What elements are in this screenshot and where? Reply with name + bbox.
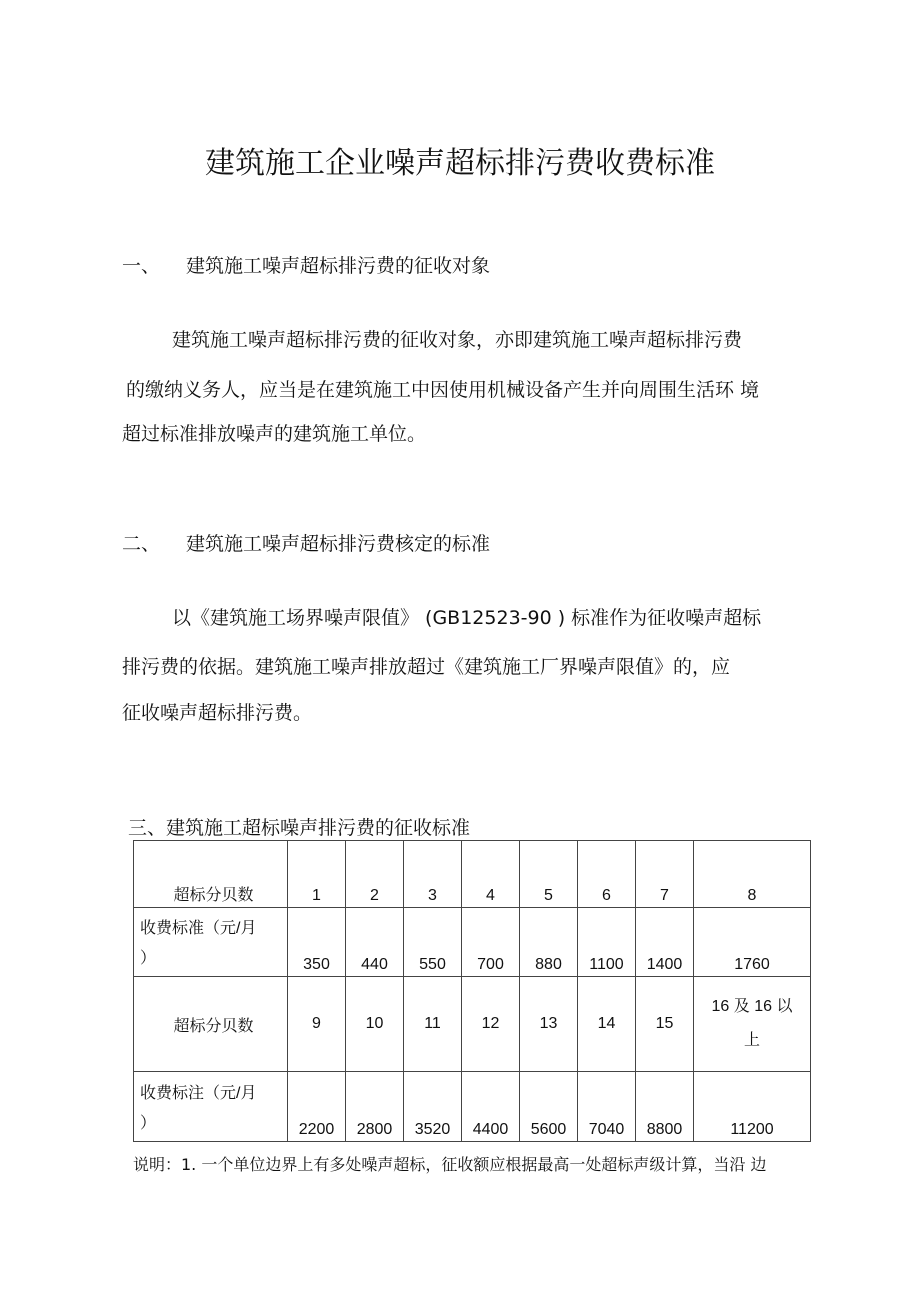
- table-row: [134, 977, 811, 1072]
- table-cell: 2200: [288, 1072, 346, 1142]
- section-1-title: 建筑施工噪声超标排污费的征收对象: [186, 255, 491, 277]
- section-2-line-1: 以《建筑施工场界噪声限值》 (GB12523-90 ) 标准作为征收噪声超标: [172, 607, 762, 629]
- table-row: [134, 908, 811, 977]
- table-cell: 11200: [694, 1072, 811, 1142]
- section-1-line-1: 建筑施工噪声超标排污费的征收对象，亦即建筑施工噪声超标排污费: [172, 329, 743, 351]
- table-cell: 9: [288, 977, 346, 1072]
- table-cell: 7040: [578, 1072, 636, 1142]
- table-cell: 700: [462, 908, 520, 977]
- table-cell: 10: [346, 977, 404, 1072]
- table-cell: 4: [462, 841, 520, 908]
- section-1-heading: [122, 251, 822, 275]
- row-label: 超标分贝数: [134, 977, 288, 1072]
- table-cell: 5: [520, 841, 578, 908]
- table-cell: 1400: [636, 908, 694, 977]
- table-cell: 350: [288, 908, 346, 977]
- section-3-heading: 三、建筑施工超标噪声排污费的征收标准: [128, 817, 471, 839]
- section-2-number: 二、: [122, 533, 161, 555]
- section-1-number: 一、: [122, 255, 161, 277]
- table-cell: 4400: [462, 1072, 520, 1142]
- table-row: [134, 841, 811, 908]
- table-cell: 6: [578, 841, 636, 908]
- table-cell: 3: [404, 841, 462, 908]
- section-1-line-2: 的缴纳义务人，应当是在建筑施工中因使用机械设备产生并向周围生活环 境: [126, 379, 760, 401]
- table-cell: 8800: [636, 1072, 694, 1142]
- section-2-line-2: 排污费的依据。建筑施工噪声排放超过《建筑施工厂界噪声限值》的，应: [122, 656, 731, 678]
- table-cell: 1100: [578, 908, 636, 977]
- table-cell: 8: [694, 841, 811, 908]
- section-2-title: 建筑施工噪声超标排污费核定的标准: [186, 533, 491, 555]
- table-cell: 7: [636, 841, 694, 908]
- table-cell: 2800: [346, 1072, 404, 1142]
- table-cell: 1760: [694, 908, 811, 977]
- table-cell: 2: [346, 841, 404, 908]
- table-cell: 16 及 16 以 上: [694, 977, 811, 1072]
- table-cell: 12: [462, 977, 520, 1072]
- row-label: 收费标注（元/月 ）: [134, 1072, 288, 1142]
- table-cell: 550: [404, 908, 462, 977]
- table-cell: 11: [404, 977, 462, 1072]
- row-label: 超标分贝数: [134, 841, 288, 908]
- section-2-line-3: 征收噪声超标排污费。: [122, 702, 313, 724]
- table-row: [134, 1072, 811, 1142]
- section-1-line-3: 超过标准排放噪声的建筑施工单位。: [122, 423, 427, 445]
- table-cell: 5600: [520, 1072, 578, 1142]
- document-title: 建筑施工企业噪声超标排污费收费标准: [205, 146, 715, 181]
- table-cell: 440: [346, 908, 404, 977]
- row-label: 收费标准（元/月 ）: [134, 908, 288, 977]
- table-cell: 13: [520, 977, 578, 1072]
- fee-table: [133, 840, 811, 1142]
- section-2-heading: [122, 529, 822, 553]
- table-cell: 880: [520, 908, 578, 977]
- table-cell: 14: [578, 977, 636, 1072]
- table-cell: 1: [288, 841, 346, 908]
- table-cell: 3520: [404, 1072, 462, 1142]
- table-cell: 15: [636, 977, 694, 1072]
- table-note: 说明：1. 一个单位边界上有多处噪声超标，征收额应根据最高一处超标声级计算，当沿 边: [133, 1155, 767, 1174]
